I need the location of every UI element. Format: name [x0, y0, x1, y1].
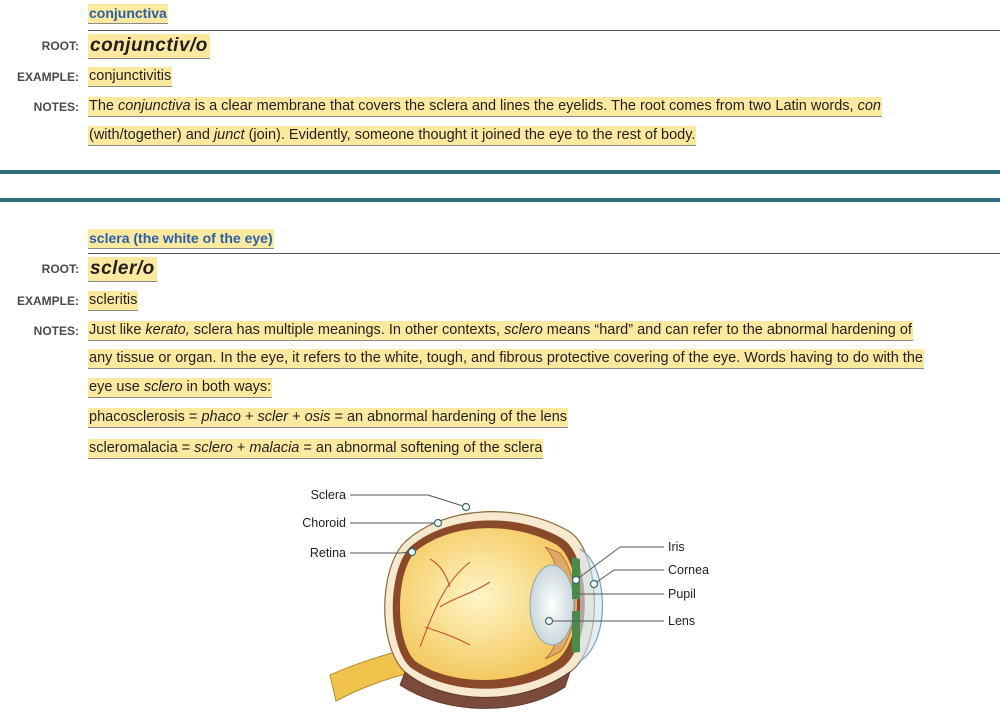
cornea-shape — [580, 549, 603, 661]
root-label: ROOT: — [41, 262, 79, 276]
section-separator — [0, 198, 1000, 202]
label-pupil: Pupil — [668, 587, 696, 601]
label-cornea: Cornea — [668, 563, 709, 577]
notes-line: any tissue or organ. In the eye, it refers to the white, tough, and fibrous protective covering of the eye. Words having to do with the — [88, 349, 924, 369]
label-choroid: Choroid — [302, 516, 346, 530]
section-separator — [0, 170, 1000, 174]
term-sclera: sclera (the white of the eye) — [88, 229, 274, 249]
notes-line: Just like kerato, sclera has multiple meanings. In other contexts, sclero means “hard” and can refer to the abnormal hardening of — [88, 321, 913, 341]
label-iris: Iris — [668, 540, 685, 554]
term-conjunctiva: conjunctiva — [88, 4, 168, 24]
notes-label: NOTES: — [33, 324, 79, 338]
formula-scleromalacia: scleromalacia = sclero + malacia = an abnormal softening of the sclera — [88, 439, 543, 459]
pointer-dot — [546, 618, 553, 625]
root-scler: scler/o — [88, 257, 157, 282]
example-conjunctivitis: conjunctivitis — [88, 67, 172, 87]
notes-label: NOTES: — [33, 100, 79, 114]
iris-shape — [572, 611, 580, 653]
example-label: EXAMPLE: — [16, 70, 79, 84]
pointer-dot — [409, 549, 416, 556]
example-scleritis: scleritis — [88, 291, 138, 311]
root-conjunctiv: conjunctiv/o — [88, 34, 210, 59]
notes-line: (with/together) and junct (join). Evidently, someone thought it joined the eye to the rest of body. — [88, 126, 696, 146]
term-rule — [88, 253, 1000, 254]
root-label: ROOT: — [41, 39, 79, 53]
eye-diagram — [0, 487, 1000, 717]
term-rule — [88, 30, 1000, 31]
notes-line: The conjunctiva is a clear membrane that covers the sclera and lines the eyelids. The root comes from two Latin words, con — [88, 97, 882, 117]
lens-shape — [530, 565, 574, 645]
notes-line: eye use sclero in both ways: — [88, 378, 272, 398]
example-label: EXAMPLE: — [16, 294, 79, 308]
label-retina: Retina — [309, 546, 346, 560]
pointer-dot — [463, 504, 470, 511]
label-sclera: Sclera — [310, 488, 346, 502]
label-lens: Lens — [668, 614, 696, 628]
pointer-dot — [573, 577, 580, 584]
pointer-dot — [591, 581, 598, 588]
pointer-dot — [435, 520, 442, 527]
formula-phacosclerosis: phacosclerosis = phaco + scler + osis = an abnormal hardening of the lens — [88, 408, 568, 428]
